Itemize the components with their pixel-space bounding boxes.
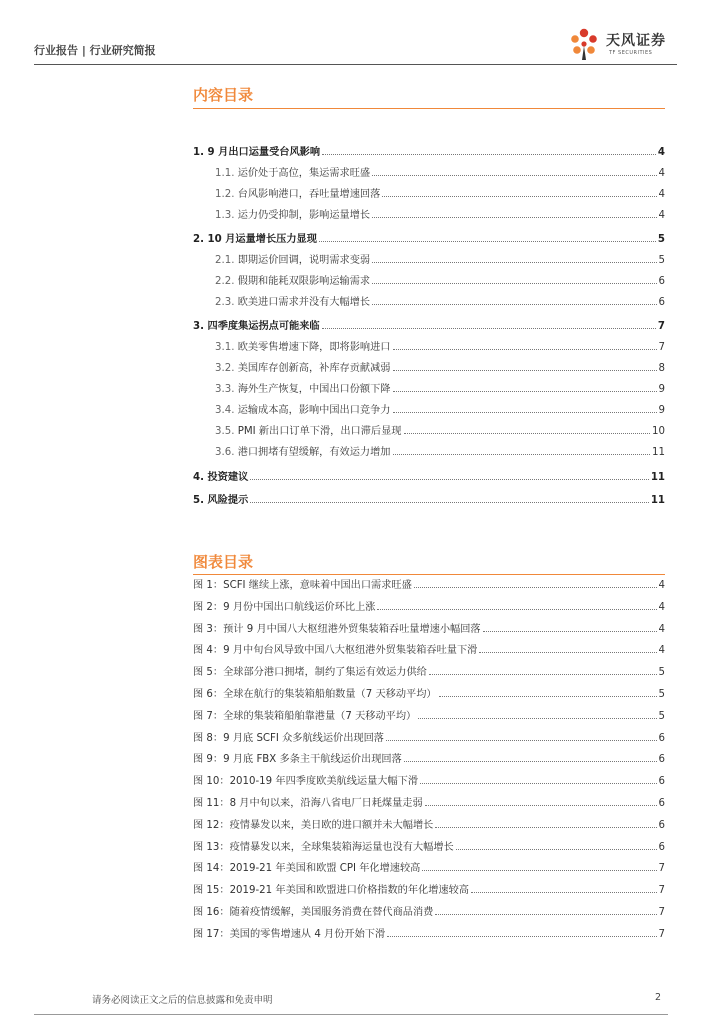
entry-page-number: 7 xyxy=(657,321,665,332)
toc-title-underline xyxy=(193,108,665,109)
entry-page-number: 6 xyxy=(658,276,665,287)
header-breadcrumb: 行业报告 | 行业研究简报 xyxy=(34,44,156,57)
figure-entry[interactable] xyxy=(193,643,665,659)
entry-text: 9 月出口运量受台风影响 xyxy=(207,147,321,158)
entry-number: 3.2. xyxy=(215,363,238,374)
dot-leader xyxy=(422,870,656,871)
entry-page-number: 4 xyxy=(658,210,665,221)
figure-entry[interactable] xyxy=(193,818,665,834)
entry-number: 图 4： xyxy=(193,645,224,657)
dot-leader xyxy=(418,718,656,719)
entry-text: 欧美进口需求并没有大幅增长 xyxy=(237,297,371,308)
entry-page-number: 6 xyxy=(658,798,665,809)
toc-entry[interactable] xyxy=(193,424,665,440)
figure-entry[interactable] xyxy=(193,840,665,856)
entry-page-number: 7 xyxy=(658,907,665,918)
figure-entry[interactable] xyxy=(193,665,665,681)
entry-number: 图 16： xyxy=(193,907,230,918)
entry-text: 海外生产恢复，中国出口份额下降 xyxy=(237,384,391,395)
entry-number: 2.3. xyxy=(215,297,238,308)
entry-page-number: 9 xyxy=(658,384,665,395)
entry-number: 图 6： xyxy=(193,689,224,700)
toc-entry[interactable] xyxy=(193,208,665,224)
entry-text: 假期和能耗双限影响运输需求 xyxy=(237,276,371,287)
entry-text: 疫情暴发以来，全球集装箱海运量也没有大幅增长 xyxy=(229,841,454,853)
dot-leader xyxy=(382,196,656,197)
entry-text: 2010-19 年四季度欧美航线运量大幅下滑 xyxy=(229,776,419,788)
entry-text: 台风影响港口，吞吐量增速回落 xyxy=(237,189,381,200)
entry-text: 2019-21 年美国和欧盟进口价格指数的年化增速较高 xyxy=(229,885,469,897)
entry-page-number: 6 xyxy=(658,819,665,831)
entry-page-number: 4 xyxy=(658,168,665,179)
dot-leader xyxy=(471,892,657,893)
entry-page-number: 10 xyxy=(652,426,665,437)
entry-page-number: 7 xyxy=(658,928,665,940)
toc-entry[interactable] xyxy=(193,274,665,290)
toc-entry[interactable] xyxy=(193,382,665,398)
figure-entry[interactable] xyxy=(193,774,665,790)
dot-leader xyxy=(372,175,656,176)
entry-text: 运价处于高位，集运需求旺盛 xyxy=(237,168,371,179)
dot-leader xyxy=(377,609,656,610)
dot-leader xyxy=(372,217,656,218)
figure-entry[interactable] xyxy=(193,731,665,747)
entry-number: 3.6. xyxy=(215,447,238,458)
entry-page-number: 6 xyxy=(658,841,665,853)
dot-leader xyxy=(435,914,656,915)
entry-number: 1. xyxy=(193,147,208,158)
entry-text: 全球在航行的集装箱船舶数量（7 天移动平均） xyxy=(223,689,437,700)
footer-page-number: 2 xyxy=(655,992,662,1003)
entry-page-number: 7 xyxy=(658,885,665,897)
toc-title: 内容目录 xyxy=(193,86,254,104)
entry-number: 图 5： xyxy=(193,667,224,679)
figure-entry[interactable] xyxy=(193,905,665,921)
dot-leader xyxy=(479,652,656,653)
dot-leader xyxy=(393,370,657,371)
entry-text: 即期运价回调，说明需求变弱 xyxy=(237,255,371,266)
entry-page-number: 5 xyxy=(658,689,665,700)
entry-text: 港口拥堵有望缓解，有效运力增加 xyxy=(237,447,391,458)
toc-entry[interactable] xyxy=(193,145,665,161)
toc-entry[interactable] xyxy=(193,187,665,203)
dot-leader xyxy=(393,391,657,392)
toc-entry[interactable] xyxy=(193,340,665,356)
entry-text: 风险提示 xyxy=(207,495,249,506)
entry-page-number: 4 xyxy=(658,580,665,591)
header-divider xyxy=(34,64,677,65)
dot-leader xyxy=(319,241,656,242)
toc-entry[interactable] xyxy=(193,470,665,486)
entry-text: 9 月中旬台风导致中国八大枢纽港外贸集装箱吞吐量下滑 xyxy=(223,645,478,657)
figure-entry[interactable] xyxy=(193,622,665,638)
entry-number: 3. xyxy=(193,321,208,332)
entry-number: 2.2. xyxy=(215,276,238,287)
entry-page-number: 4 xyxy=(658,645,665,657)
dot-leader xyxy=(250,502,649,503)
toc-entry[interactable] xyxy=(193,253,665,269)
entry-number: 图 12： xyxy=(193,819,230,831)
entry-page-number: 5 xyxy=(658,255,665,266)
entry-page-number: 5 xyxy=(657,234,665,245)
entry-page-number: 7 xyxy=(658,342,665,353)
figure-entry[interactable] xyxy=(193,927,665,943)
entry-page-number: 11 xyxy=(650,472,665,483)
entry-text: 预计 9 月中国八大枢纽港外贸集装箱吞吐量增速小幅回落 xyxy=(223,623,481,635)
entry-number: 图 15： xyxy=(193,885,230,897)
dot-leader xyxy=(393,349,657,350)
toc-entry[interactable] xyxy=(193,403,665,419)
entry-page-number: 6 xyxy=(658,754,665,766)
entry-page-number: 11 xyxy=(652,447,665,458)
dot-leader xyxy=(429,674,657,675)
dot-leader xyxy=(404,761,657,762)
entry-number: 图 8： xyxy=(193,732,224,744)
entry-number: 图 7： xyxy=(193,710,224,722)
figure-entry[interactable] xyxy=(193,687,665,703)
entry-number: 3.5. xyxy=(215,426,238,437)
dot-leader xyxy=(386,740,657,741)
entry-number: 图 2： xyxy=(193,601,224,613)
figure-entry[interactable] xyxy=(193,752,665,768)
toc-entry[interactable] xyxy=(193,445,665,461)
toc-entry[interactable] xyxy=(193,295,665,311)
entry-number: 3.1. xyxy=(215,342,238,353)
toc-entry[interactable] xyxy=(193,361,665,377)
entry-page-number: 4 xyxy=(658,623,665,635)
entry-number: 2. xyxy=(193,234,208,245)
entry-number: 图 1： xyxy=(193,580,224,591)
entry-text: 欧美零售增速下降，即将影响进口 xyxy=(237,342,391,353)
entry-text: 9 月份中国出口航线运价环比上涨 xyxy=(223,601,376,613)
dot-leader xyxy=(322,328,656,329)
entry-text: 9 月底 SCFI 众多航线运价出现回落 xyxy=(223,732,384,744)
dot-leader xyxy=(425,805,657,806)
entry-number: 5. xyxy=(193,495,208,506)
toc-entry[interactable] xyxy=(193,493,665,509)
figure-entry[interactable] xyxy=(193,861,665,877)
entry-page-number: 7 xyxy=(658,863,665,875)
entry-number: 1.1. xyxy=(215,168,238,179)
entry-page-number: 11 xyxy=(650,495,665,506)
entry-text: 美国库存创新高，补库存贡献减弱 xyxy=(237,363,391,374)
dot-leader xyxy=(372,262,656,263)
entry-page-number: 6 xyxy=(658,776,665,788)
entry-text: 美国的零售增速从 4 月份开始下滑 xyxy=(229,928,386,940)
entry-text: 2019-21 年美国和欧盟 CPI 年化增速较高 xyxy=(229,863,421,875)
entry-number: 图 9： xyxy=(193,754,224,766)
entry-page-number: 6 xyxy=(658,297,665,308)
dot-leader xyxy=(435,827,656,828)
entry-number: 2.1. xyxy=(215,255,238,266)
entry-page-number: 5 xyxy=(658,710,665,722)
dot-leader xyxy=(439,696,657,697)
entry-number: 4. xyxy=(193,472,208,483)
figure-entry[interactable] xyxy=(193,578,665,594)
footer-divider xyxy=(34,1014,668,1015)
dot-leader xyxy=(387,936,656,937)
entry-number: 1.3. xyxy=(215,210,238,221)
dot-leader xyxy=(393,454,651,455)
figure-entry[interactable] xyxy=(193,600,665,616)
dot-leader xyxy=(456,849,657,850)
toc-entry[interactable] xyxy=(193,319,665,335)
entry-text: 随着疫情缓解，美国服务消费在替代商品消费 xyxy=(229,907,434,918)
toc-entry[interactable] xyxy=(193,232,665,248)
dot-leader xyxy=(372,283,656,284)
dot-leader xyxy=(404,433,651,434)
entry-text: PMI 新出口订单下滑，出口滞后显现 xyxy=(237,426,402,437)
figures-title: 图表目录 xyxy=(193,553,254,571)
entry-page-number: 5 xyxy=(658,667,665,679)
entry-page-number: 4 xyxy=(658,601,665,613)
dot-leader xyxy=(250,479,649,480)
entry-number: 图 11： xyxy=(193,798,230,809)
entry-text: 10 月运量增长压力显现 xyxy=(207,234,317,245)
dot-leader xyxy=(483,631,657,632)
entry-text: 运输成本高，影响中国出口竞争力 xyxy=(237,405,391,416)
toc-entry[interactable] xyxy=(193,166,665,182)
entry-text: 全球的集装箱船舶靠港量（7 天移动平均） xyxy=(223,710,417,722)
entry-text: 运力仍受抑制，影响运量增长 xyxy=(237,210,371,221)
dot-leader xyxy=(414,587,657,588)
entry-number: 1.2. xyxy=(215,189,238,200)
entry-page-number: 4 xyxy=(658,189,665,200)
figures-title-underline xyxy=(193,574,665,575)
entry-text: 9 月底 FBX 多条主干航线运价出现回落 xyxy=(223,754,402,766)
entry-number: 图 13： xyxy=(193,841,230,853)
entry-number: 图 17： xyxy=(193,928,230,940)
entry-number: 图 10： xyxy=(193,776,230,788)
entry-number: 图 14： xyxy=(193,863,230,875)
entry-number: 3.3. xyxy=(215,384,238,395)
figure-entry[interactable] xyxy=(193,796,665,812)
logo-text: 天风证券 xyxy=(606,33,666,49)
dot-leader xyxy=(420,783,657,784)
entry-page-number: 4 xyxy=(657,147,665,158)
footer-disclaimer: 请务必阅读正文之后的信息披露和免责申明 xyxy=(92,995,273,1006)
entry-text: SCFI 继续上涨，意味着中国出口需求旺盛 xyxy=(223,580,412,591)
entry-number: 图 3： xyxy=(193,623,224,635)
dot-leader xyxy=(393,412,657,413)
entry-text: 投资建议 xyxy=(207,472,249,483)
entry-page-number: 9 xyxy=(658,405,665,416)
figure-entry[interactable] xyxy=(193,709,665,725)
figure-entry[interactable] xyxy=(193,883,665,899)
dot-leader xyxy=(322,154,656,155)
dot-leader xyxy=(372,304,656,305)
entry-text: 四季度集运拐点可能来临 xyxy=(207,321,320,332)
entry-text: 全球部分港口拥堵，制约了集运有效运力供给 xyxy=(223,667,427,679)
entry-number: 3.4. xyxy=(215,405,238,416)
entry-page-number: 8 xyxy=(658,363,665,374)
logo-subtext: TF SECURITIES xyxy=(609,50,653,56)
entry-page-number: 6 xyxy=(658,732,665,744)
entry-text: 8 月中旬以来，沿海八省电厂日耗煤量走弱 xyxy=(229,798,423,809)
entry-text: 疫情暴发以来，美日欧的进口额并未大幅增长 xyxy=(229,819,434,831)
